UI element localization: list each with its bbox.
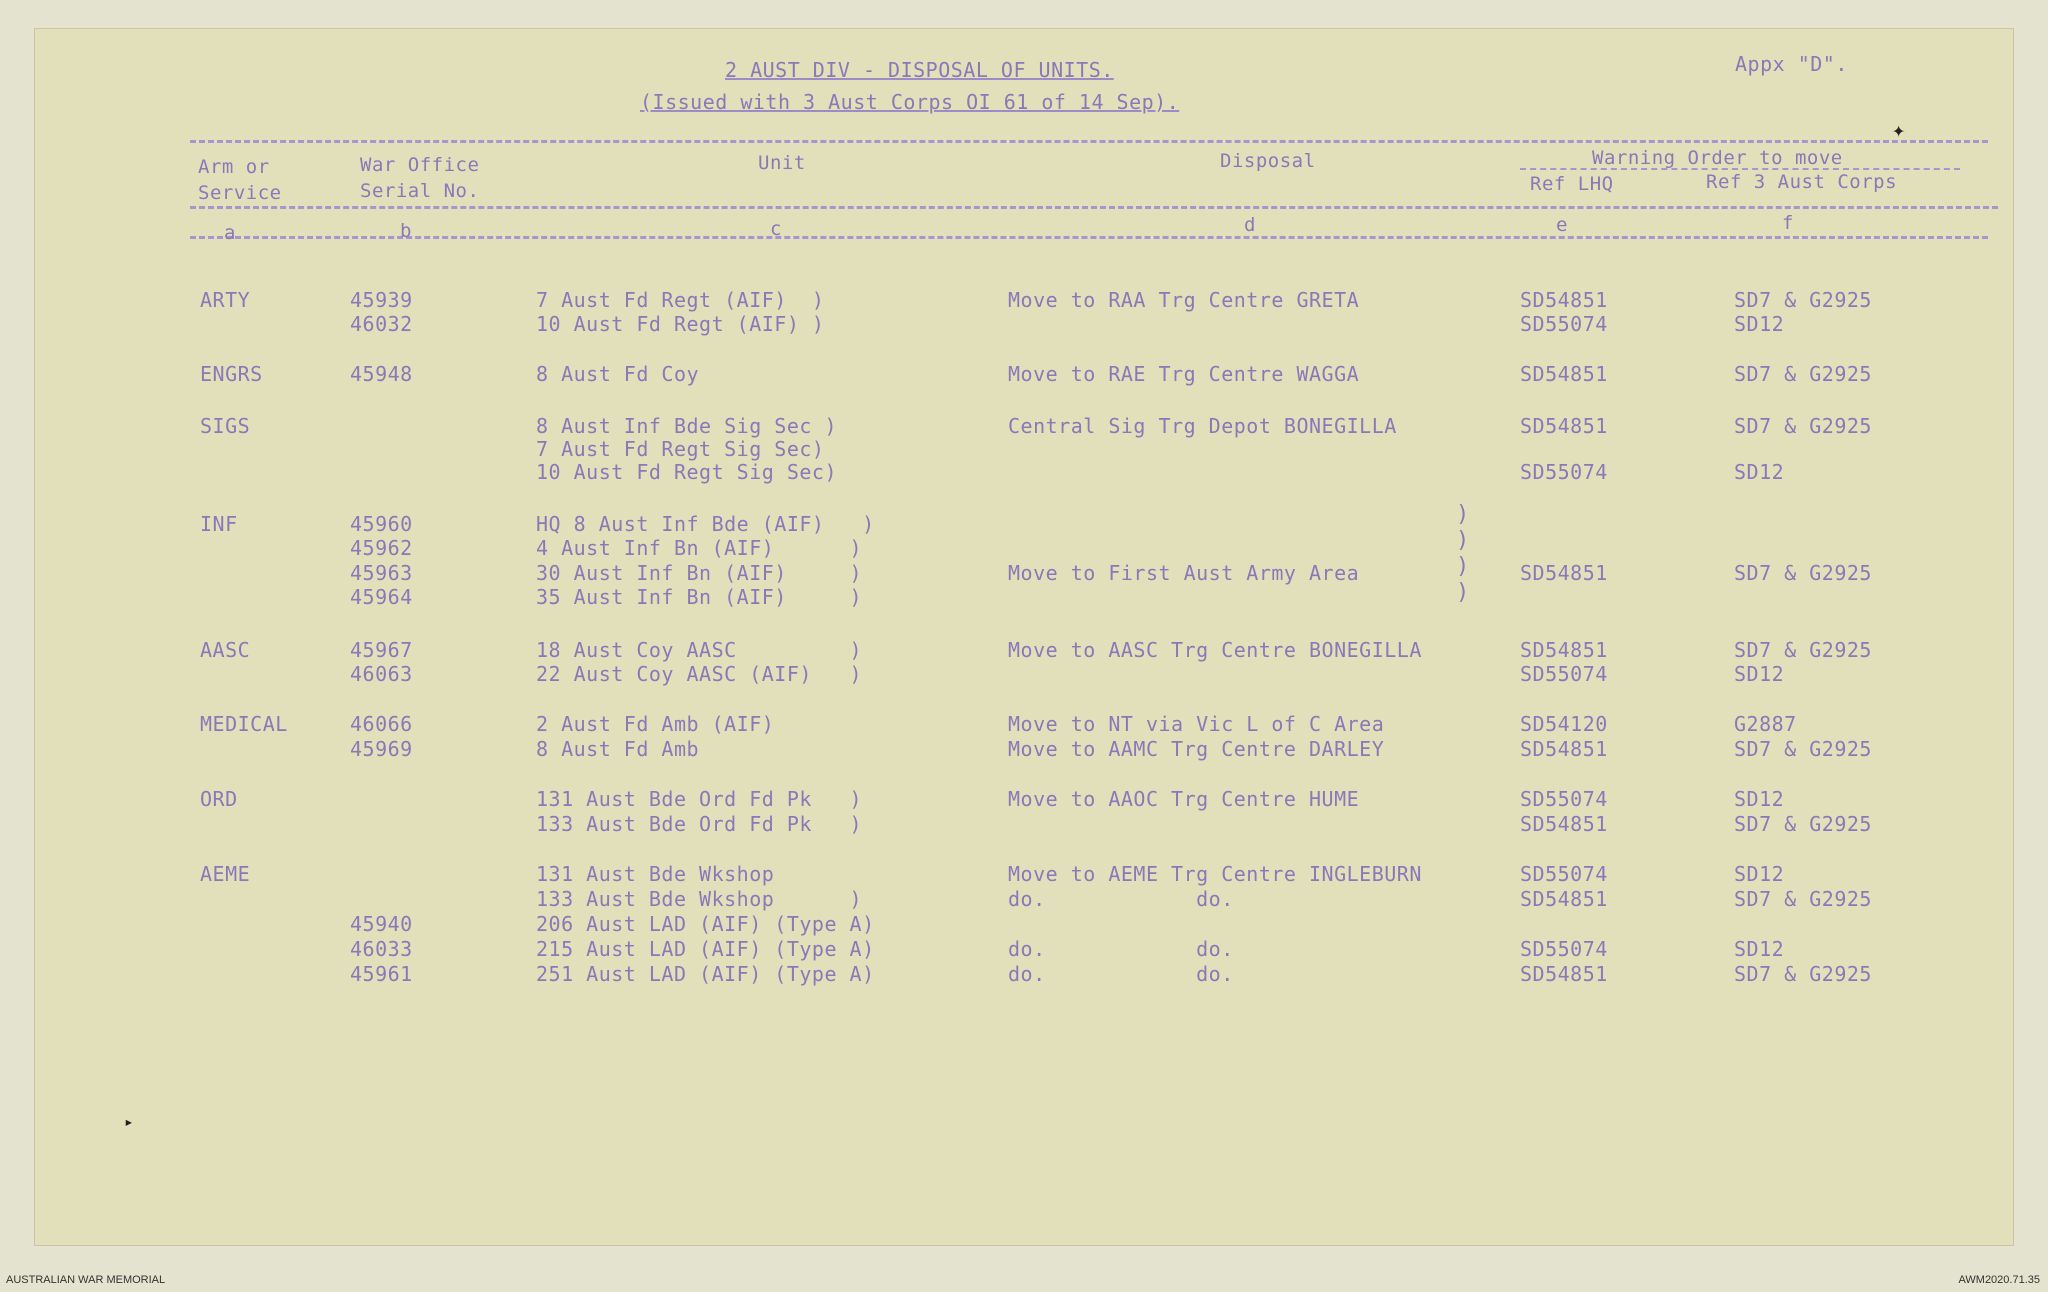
cell-ref-corps: SD7 & G2925 — [1734, 288, 1872, 312]
cell-unit: 206 Aust LAD (AIF) (Type A) — [536, 912, 875, 936]
cell-ref-lhq: SD55074 — [1520, 937, 1608, 961]
footer-archive-name: AUSTRALIAN WAR MEMORIAL — [6, 1274, 166, 1286]
cell-ref-corps: SD7 & G2925 — [1734, 887, 1872, 911]
cell-disposal: Move to AEME Trg Centre INGLEBURN — [1008, 862, 1422, 886]
cell-ref-corps: SD7 & G2925 — [1734, 812, 1872, 836]
cell-unit: 251 Aust LAD (AIF) (Type A) — [536, 962, 875, 986]
cell-ref-corps: SD12 — [1734, 460, 1785, 484]
cell-ref-corps: SD7 & G2925 — [1734, 362, 1872, 386]
footer-item-id: AWM2020.71.35 — [1958, 1274, 2040, 1286]
cell-arm: INF — [200, 512, 238, 536]
cell-arm: ORD — [200, 787, 238, 811]
header-ref-lhq: Ref LHQ — [1530, 173, 1614, 195]
scan-mark-top: ✦ — [1892, 118, 1906, 143]
cell-serial: 46033 — [350, 937, 413, 961]
cell-unit: 8 Aust Inf Bde Sig Sec ) — [536, 414, 837, 438]
appendix-label: Appx "D". — [1735, 52, 1848, 76]
cell-ref-lhq: SD55074 — [1520, 662, 1608, 686]
cell-serial: 45940 — [350, 912, 413, 936]
cell-ref-lhq: SD54851 — [1520, 887, 1608, 911]
header-arm-line2: Service — [198, 182, 282, 204]
cell-ref-corps: SD7 & G2925 — [1734, 414, 1872, 438]
header-unit: Unit — [758, 152, 806, 174]
cell-serial: 45960 — [350, 512, 413, 536]
cell-ref-corps: SD7 & G2925 — [1734, 737, 1872, 761]
header-warning-order: Warning Order to move — [1592, 147, 1843, 169]
cell-ref-lhq: SD55074 — [1520, 862, 1608, 886]
cell-unit: 131 Aust Bde Ord Fd Pk ) — [536, 787, 863, 811]
cell-serial: 45948 — [350, 362, 413, 386]
cell-disposal: do. do. — [1008, 887, 1234, 911]
cell-serial: 45962 — [350, 536, 413, 560]
header-serial-line2: Serial No. — [360, 180, 480, 202]
cell-disposal: Move to AAOC Trg Centre HUME — [1008, 787, 1360, 811]
cell-serial: 46063 — [350, 662, 413, 686]
cell-ref-lhq: SD55074 — [1520, 787, 1608, 811]
cell-serial: 45967 — [350, 638, 413, 662]
cell-ref-lhq: SD54851 — [1520, 288, 1608, 312]
cell-ref-corps: SD7 & G2925 — [1734, 638, 1872, 662]
cell-disposal: Move to First Aust Army Area — [1008, 561, 1360, 585]
cell-ref-corps: SD12 — [1734, 862, 1785, 886]
cell-disposal: Move to AAMC Trg Centre DARLEY — [1008, 737, 1385, 761]
cell-serial: 45961 — [350, 962, 413, 986]
cell-ref-corps: SD12 — [1734, 787, 1785, 811]
cell-ref-lhq: SD54851 — [1520, 962, 1608, 986]
cell-arm: ENGRS — [200, 362, 263, 386]
cell-disposal: Move to NT via Vic L of C Area — [1008, 712, 1385, 736]
cell-arm: MEDICAL — [200, 712, 288, 736]
cell-unit: 18 Aust Coy AASC ) — [536, 638, 863, 662]
cell-arm: ARTY — [200, 288, 251, 312]
cell-ref-lhq: SD54851 — [1520, 638, 1608, 662]
cell-unit: 4 Aust Inf Bn (AIF) ) — [536, 536, 863, 560]
cell-ref-lhq: SD54851 — [1520, 362, 1608, 386]
cell-unit: 7 Aust Fd Regt Sig Sec) — [536, 437, 825, 461]
header-serial-line1: War Office — [360, 154, 480, 176]
cell-ref-lhq: SD55074 — [1520, 312, 1608, 336]
cell-arm: SIGS — [200, 414, 251, 438]
scan-mark-left: ▸ — [124, 1112, 134, 1131]
cell-unit: 8 Aust Fd Coy — [536, 362, 700, 386]
cell-unit: 215 Aust LAD (AIF) (Type A) — [536, 937, 875, 961]
header-arm-line1: Arm or — [198, 156, 270, 178]
cell-ref-corps: SD7 & G2925 — [1734, 561, 1872, 585]
cell-ref-corps: SD12 — [1734, 937, 1785, 961]
cell-unit: 2 Aust Fd Amb (AIF) — [536, 712, 775, 736]
cell-disposal: Move to RAA Trg Centre GRETA — [1008, 288, 1360, 312]
cell-unit: 30 Aust Inf Bn (AIF) ) — [536, 561, 863, 585]
header-col-b: b — [400, 220, 412, 242]
document-subtitle: (Issued with 3 Aust Corps OI 61 of 14 Sep). — [640, 90, 1180, 114]
cell-arm: AEME — [200, 862, 251, 886]
cell-serial: 45969 — [350, 737, 413, 761]
cell-ref-lhq: SD54120 — [1520, 712, 1608, 736]
inf-brace: ) ) ) ) — [1456, 502, 1470, 605]
cell-unit: 133 Aust Bde Wkshop ) — [536, 887, 863, 911]
document-page — [34, 28, 2014, 1246]
cell-disposal: Central Sig Trg Depot BONEGILLA — [1008, 414, 1397, 438]
cell-ref-lhq: SD54851 — [1520, 812, 1608, 836]
cell-ref-lhq: SD54851 — [1520, 561, 1608, 585]
document-title: 2 AUST DIV - DISPOSAL OF UNITS. — [725, 58, 1114, 82]
cell-unit: 10 Aust Fd Regt Sig Sec) — [536, 460, 837, 484]
cell-serial: 46066 — [350, 712, 413, 736]
cell-serial: 45964 — [350, 585, 413, 609]
header-rule-bottom — [190, 236, 1988, 239]
cell-unit: 7 Aust Fd Regt (AIF) ) — [536, 288, 825, 312]
cell-serial: 45963 — [350, 561, 413, 585]
cell-ref-corps: SD12 — [1734, 312, 1785, 336]
header-col-d: d — [1244, 214, 1256, 236]
cell-ref-corps: SD12 — [1734, 662, 1785, 686]
cell-unit: 22 Aust Coy AASC (AIF) ) — [536, 662, 863, 686]
header-col-c: c — [770, 218, 782, 240]
header-rule-top — [190, 140, 1988, 143]
header-rule-middle — [190, 206, 1998, 209]
cell-ref-lhq: SD55074 — [1520, 460, 1608, 484]
cell-unit: 8 Aust Fd Amb — [536, 737, 700, 761]
cell-ref-corps: G2887 — [1734, 712, 1797, 736]
cell-ref-lhq: SD54851 — [1520, 414, 1608, 438]
cell-unit: 35 Aust Inf Bn (AIF) ) — [536, 585, 863, 609]
header-ref-corps: Ref 3 Aust Corps — [1706, 171, 1898, 193]
cell-ref-lhq: SD54851 — [1520, 737, 1608, 761]
header-disposal: Disposal — [1220, 150, 1316, 172]
header-col-f: f — [1782, 212, 1794, 234]
cell-unit: 133 Aust Bde Ord Fd Pk ) — [536, 812, 863, 836]
cell-disposal: Move to AASC Trg Centre BONEGILLA — [1008, 638, 1422, 662]
header-col-a: a — [224, 222, 236, 244]
cell-ref-corps: SD7 & G2925 — [1734, 962, 1872, 986]
cell-arm: AASC — [200, 638, 251, 662]
cell-disposal: Move to RAE Trg Centre WAGGA — [1008, 362, 1360, 386]
cell-unit: 10 Aust Fd Regt (AIF) ) — [536, 312, 825, 336]
cell-disposal: do. do. — [1008, 937, 1234, 961]
cell-unit: HQ 8 Aust Inf Bde (AIF) ) — [536, 512, 875, 536]
cell-disposal: do. do. — [1008, 962, 1234, 986]
cell-serial: 46032 — [350, 312, 413, 336]
header-col-e: e — [1556, 214, 1568, 236]
cell-serial: 45939 — [350, 288, 413, 312]
cell-unit: 131 Aust Bde Wkshop — [536, 862, 775, 886]
